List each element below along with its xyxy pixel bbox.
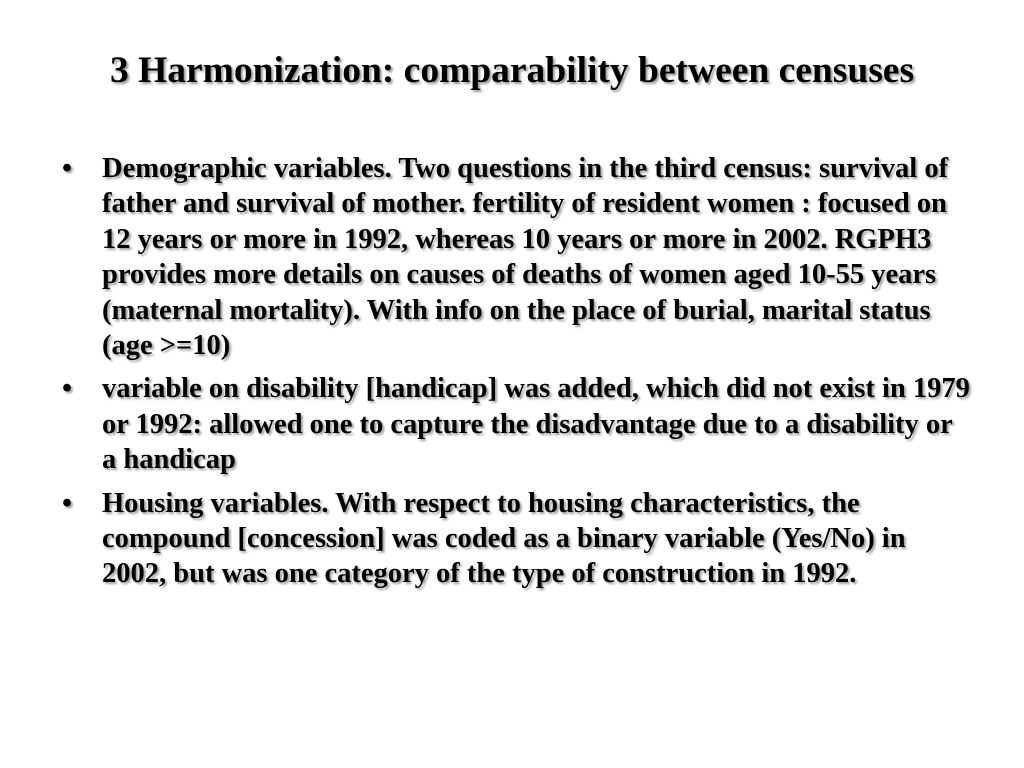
- bullet-point-icon: •: [62, 373, 72, 405]
- bullet-text: Demographic variables. Two questions in the third census: survival of father and survival of mother. fertility of resident women : focused on 12 years or more in 1992, whereas 10 years or more in 2002. RGPH3 provides more details on causes of deaths of women aged 10-55 years (maternal mortality). With info on the place of burial, marital status (age >=10): [102, 153, 949, 362]
- bullet-text: variable on disability [handicap] was added, which did not exist in 1979 or 1992: allowed one to capture the disadvantage due to a disability or a handicap: [102, 373, 970, 476]
- bullet-point-icon: •: [62, 153, 72, 184]
- bullet-point-icon: •: [62, 487, 72, 519]
- bullet-list: [62, 151, 972, 600]
- slide-title: 3 Harmonization: comparability between censuses: [109, 50, 915, 91]
- bullet-item-disability: [62, 371, 972, 477]
- bullet-text: Housing variables. With respect to housing characteristics, the compound [concession] was coded as a binary variable (Yes/No) in 2002, but was one category of the type of construction in 1992.: [102, 487, 906, 590]
- bullet-item-housing: [62, 486, 972, 592]
- bullet-item-demographic: [62, 151, 972, 363]
